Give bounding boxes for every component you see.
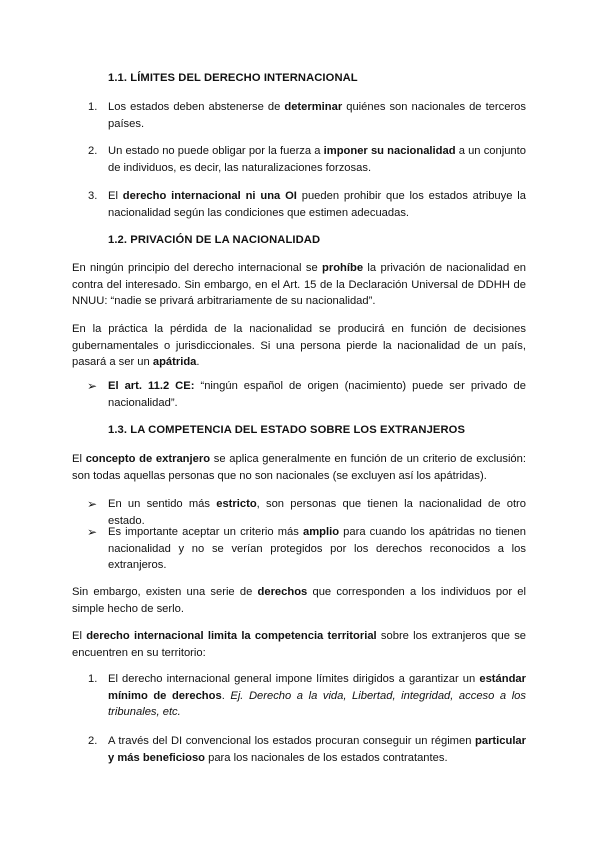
section-heading-1-2: 1.2. PRIVACIÓN DE LA NACIONALIDAD — [108, 234, 321, 246]
list-item: El derecho internacional ni una OI pueden prohibir que los estados atribuye la nacionalidad según las condiciones que estimen adecuadas. — [108, 190, 526, 219]
paragraph: El concepto de extranjero se aplica generalmente en función de un criterio de exclusión: son todas aquellas personas que no son nacionales (se excluyen así los apátridas). — [72, 453, 526, 482]
list-number: 1. — [88, 101, 98, 113]
bullet-item: Es importante aceptar un criterio más amplio para cuando los apátridas no tienen nacionalidad y no se verían protegidos por los derechos reconocidos a los extranjeros. — [108, 526, 526, 571]
list-item: A través del DI convencional los estados procuran conseguir un régimen particular y más beneficioso para los nacionales de los estados contratantes. — [108, 735, 526, 764]
arrow-bullet-icon: ➢ — [87, 525, 98, 539]
paragraph: En la práctica la pérdida de la nacionalidad se producirá en función de decisiones gubernamentales o jurisdiccionales. Si una persona pierde la nacionalidad de un país, pasará a ser un apátrida. — [72, 323, 526, 368]
list-number: 2. — [88, 145, 98, 157]
arrow-bullet-icon: ➢ — [87, 497, 98, 511]
list-number: 2. — [88, 735, 98, 747]
list-item: Los estados deben abstenerse de determinar quiénes son nacionales de terceros países. — [108, 101, 526, 130]
section-heading-1-1: 1.1. LÍMITES DEL DERECHO INTERNACIONAL — [108, 72, 358, 84]
bullet-item: En un sentido más estricto, son personas que tienen la nacionalidad de otro estado. — [108, 498, 526, 527]
section-heading-1-3: 1.3. LA COMPETENCIA DEL ESTADO SOBRE LOS EXTRANJEROS — [108, 424, 466, 436]
list-item: El derecho internacional general impone límites dirigidos a garantizar un estándar mínimo de derechos. Ej. Derecho a la vida, Libertad, integridad, acceso a los tribunales, etc. — [108, 673, 526, 718]
list-item: Un estado no puede obligar por la fuerza a imponer su nacionalidad a un conjunto de individuos, es decir, las naturalizaciones forzosas. — [108, 145, 526, 174]
list-number: 3. — [88, 190, 98, 202]
bullet-item: El art. 11.2 CE: “ningún español de origen (nacimiento) puede ser privado de nacionalidad”. — [108, 380, 526, 409]
paragraph: Sin embargo, existen una serie de derechos que corresponden a los individuos por el simple hecho de serlo. — [72, 586, 526, 615]
paragraph: En ningún principio del derecho internacional se prohíbe la privación de nacionalidad en contra del interesado. Sin embargo, en el Art. 15 de la Declaración Universal de DDHH de NNUU: “nadie se privará arbitrariamente de su nacionalidad”. — [72, 262, 527, 307]
paragraph: El derecho internacional limita la competencia territorial sobre los extranjeros que se encuentren en su territorio: — [72, 630, 527, 659]
list-number: 1. — [88, 673, 98, 685]
arrow-bullet-icon: ➢ — [87, 379, 98, 393]
